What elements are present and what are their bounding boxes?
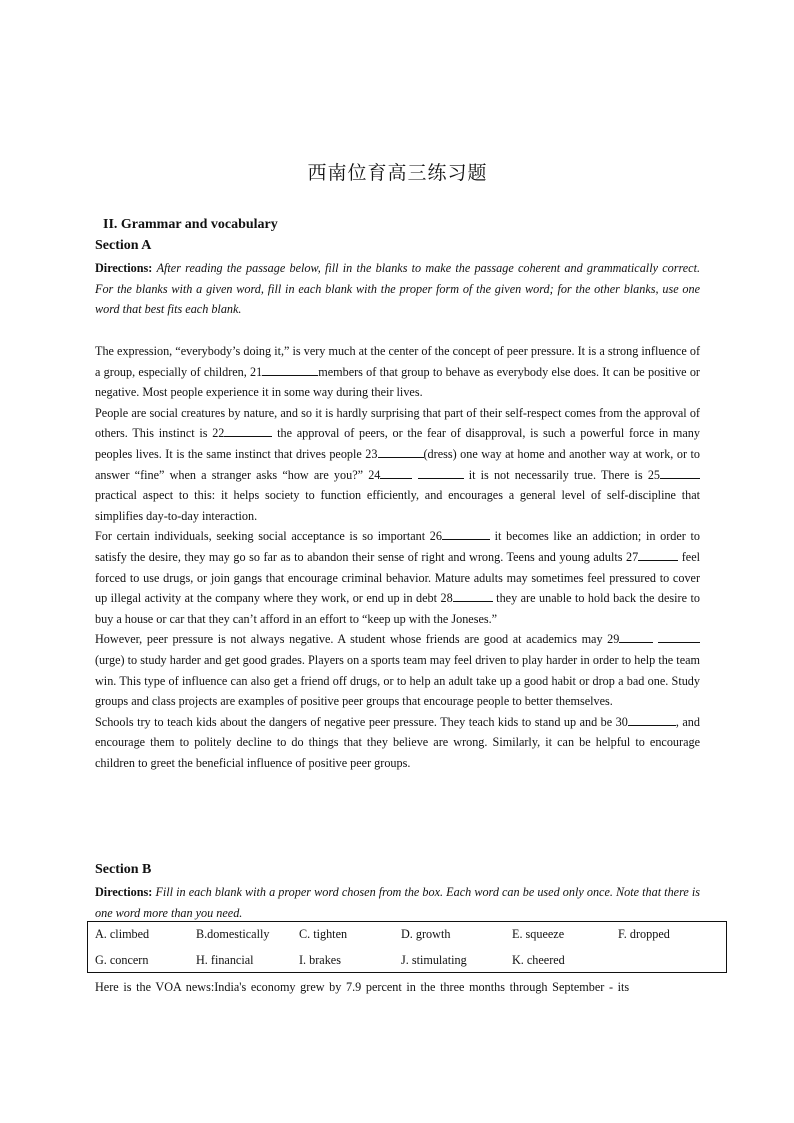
text-run: it becomes like an addiction; in order to satisfy the desire, they may go so far as to abandon their sense of right and wrong. Teens and young adults 27 <box>95 529 700 564</box>
word-option-a: A. climbed <box>95 927 150 941</box>
text-run: For certain individuals, seeking social acceptance is so important 26 <box>95 529 442 544</box>
text-run: they are unable to hold back the desire to buy a house or car that they can’t afford in an effort to “keep up with the Joneses.” <box>95 591 700 626</box>
blank-23[interactable] <box>378 444 424 458</box>
word-option-j: J. stimulating <box>401 953 467 967</box>
blank-29a[interactable] <box>619 629 653 643</box>
blank-29b[interactable] <box>658 629 700 643</box>
paragraph-2 <box>95 403 700 527</box>
text-run: practical aspect to this: it helps society to function efficiently, and encourages a general level of self-discipline that simplifies day-to-day interaction. <box>95 488 700 523</box>
text-run: (dress) one way at home and another way at work, or to answer “fine” when a stranger asks “how are you?” 24 <box>95 446 700 482</box>
passage <box>95 341 700 773</box>
word-option-k: K. cheered <box>512 953 565 967</box>
paragraph-1 <box>95 341 700 403</box>
word-option-g: G. concern <box>95 953 149 967</box>
text-run: However, peer pressure is not always negative. A student whose friends are good at academics may 29 <box>95 632 620 647</box>
word-option-e: E. squeeze <box>512 927 565 941</box>
section-b-directions <box>95 882 700 923</box>
word-option-d: D. growth <box>401 927 451 941</box>
word-option-i: I. brakes <box>299 953 341 967</box>
word-option-c: C. tighten <box>299 927 348 941</box>
section-a-heading: Section A <box>95 238 152 253</box>
blank-24b[interactable] <box>418 465 464 479</box>
text-run: , and encourage them to politely decline to do things that they believe are wrong. Similarly, it can be helpful to encourage children to greet the beneficial influence of positive peer groups. <box>95 714 700 770</box>
blank-26[interactable] <box>442 526 490 540</box>
text-run: members of that group to behave as everybody else does. It can be positive or negative. Most people experience it in some way during their lives. <box>95 364 700 400</box>
blank-21[interactable] <box>262 362 318 376</box>
word-box <box>87 921 727 973</box>
blank-25[interactable] <box>660 465 700 479</box>
section-b-heading: Section B <box>95 862 152 877</box>
text-run: the approval of peers, or the fear of disapproval, is such a powerful force in many peoples lives. It is the same instinct that drives people 23 <box>95 426 700 461</box>
word-option-f: F. dropped <box>618 927 670 941</box>
text-run: The expression, “everybody’s doing it,” is very much at the center of the concept of peer pressure. It is a strong influence of a group, especially of children, 21 <box>95 344 700 379</box>
section-a-directions <box>95 258 700 320</box>
text-run: feel forced to use drugs, or join gangs that encourage criminal behavior. Mature adults may sometimes feel pressured to cover up illegal activity at the company where they work, or end up in debt 28 <box>95 549 700 606</box>
paragraph-5 <box>95 712 700 774</box>
voa-news-line: Here is the VOA news:India's economy grew by 7.9 percent in the three months through September - its <box>95 980 630 994</box>
blank-30[interactable] <box>628 712 676 726</box>
blank-28[interactable] <box>453 588 493 602</box>
text-run: it is not necessarily true. There is 25 <box>463 467 661 482</box>
blank-27[interactable] <box>638 547 678 561</box>
text-run: (urge) to study harder and get good grades. Players on a sports team may feel driven to play harder in order to help the team win. This type of influence can also get a friend off drugs, or to help an adult take up a good habit or drop a bad one. Study groups and class projects are examples of positive peer groups that encourage people to better themselves. <box>95 652 700 709</box>
text-run: People are social creatures by nature, and so it is hardly surprising that part of their self-respect comes from the approval of others. This instinct is 22 <box>95 405 700 441</box>
blank-24a[interactable] <box>380 465 412 479</box>
text-run: Schools try to teach kids about the dangers of negative peer pressure. They teach kids to stand up and be 30 <box>95 714 628 729</box>
blank-22[interactable] <box>224 423 272 437</box>
page-title: 西南位育高三练习题 <box>307 162 488 184</box>
word-option-h: H. financial <box>196 953 254 967</box>
word-option-b: B.domestically <box>196 927 270 941</box>
directions-text: Fill in each blank with a proper word chosen from the box. Each word can be used only once. Note that there is one word more than you need. <box>95 885 701 920</box>
directions-label: Directions: <box>95 885 153 899</box>
directions-text: After reading the passage below, fill in the blanks to make the passage coherent and grammatically correct. For the blanks with a given word, fill in each blank with the proper form of the given word; for the other blanks, use one word that best fits each blank. <box>95 261 701 317</box>
part-heading: II. Grammar and vocabulary <box>103 217 278 232</box>
paragraph-3 <box>95 526 700 629</box>
paragraph-4 <box>95 629 700 711</box>
directions-label: Directions: <box>95 261 153 275</box>
